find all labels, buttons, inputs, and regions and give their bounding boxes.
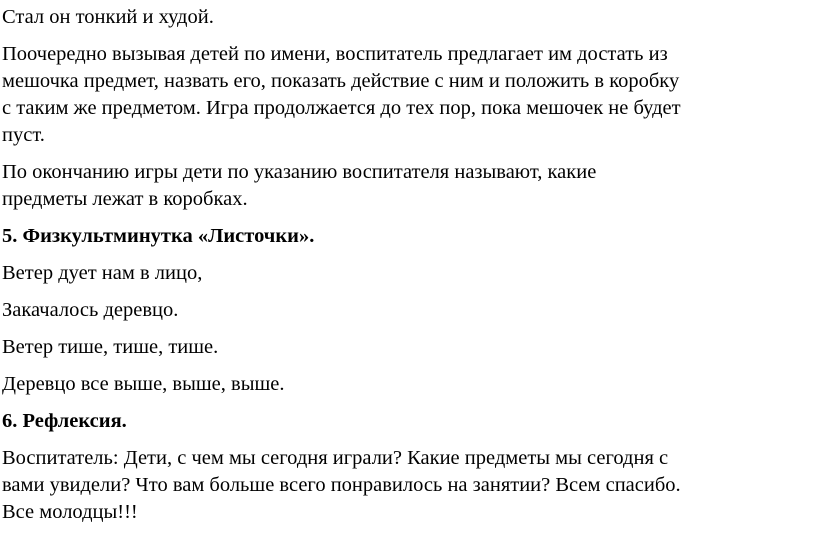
paragraph-game-description: [2, 41, 816, 149]
verse-line-2: Закачалось деревцо.: [2, 299, 179, 321]
text-line: мешочка предмет, назвать его, показать действие с ним и положить в коробку: [2, 70, 680, 92]
text-line: Воспитатель: Дети, с чем мы сегодня играли? Какие предметы мы сегодня с: [2, 447, 669, 469]
verse-line-1: Ветер дует нам в лицо,: [2, 262, 203, 284]
text-line: с таким же предметом. Игра продолжается до тех пор, пока мешочек не будет: [2, 97, 681, 119]
paragraph-game-ending: [2, 159, 816, 213]
section-heading-fizkultminutka: 5. Физкультминутка «Листочки».: [2, 225, 315, 247]
text-line: предметы лежат в коробках.: [2, 188, 248, 210]
paragraph-reflection: [2, 445, 816, 526]
text-line: По окончанию игры дети по указанию воспитателя называют, какие: [2, 161, 597, 183]
paragraph-intro-line: Стал он тонкий и худой.: [2, 6, 214, 28]
text-line: Все молодцы!!!: [2, 501, 138, 523]
text-line: вами увидели? Что вам больше всего понравилось на занятии? Всем спасибо.: [2, 474, 681, 496]
verse-line-4: Деревцо все выше, выше, выше.: [2, 373, 285, 395]
section-heading-reflection: 6. Рефлексия.: [2, 410, 127, 432]
text-line: пуст.: [2, 124, 45, 146]
text-line: Поочередно вызывая детей по имени, воспитатель предлагает им достать из: [2, 43, 668, 65]
verse-line-3: Ветер тише, тише, тише.: [2, 336, 219, 358]
